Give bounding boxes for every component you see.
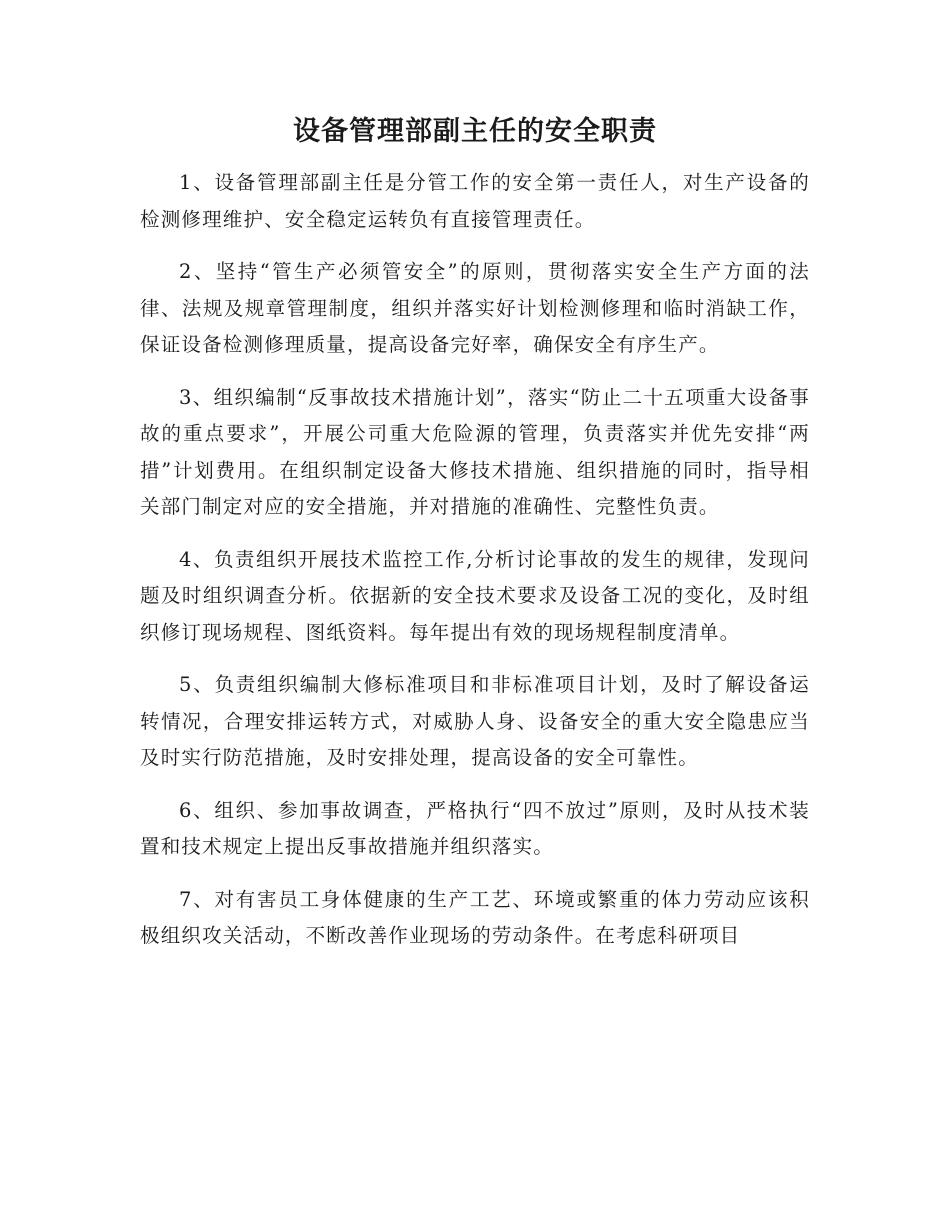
document-title: 设备管理部副主任的安全职责 bbox=[293, 116, 657, 147]
paragraph-5: 5、负责组织编制大修标准项目和非标准项目计划，及时了解设备运转情况，合理安排运转方式，对威胁人身、设备安全的重大安全隐患应当及时实行防范措施，及时安排处理，提高设备的安全可靠性。 bbox=[140, 673, 810, 769]
document-body bbox=[140, 165, 810, 971]
paragraph-1: 1、设备管理部副主任是分管工作的安全第一责任人，对生产设备的检测修理维护、安全稳定运转负有直接管理责任。 bbox=[140, 171, 810, 231]
paragraph-3: 3、组织编制“反事故技术措施计划”，落实“防止二十五项重大设备事故的重点要求”，开展公司重大危险源的管理，负责落实并优先安排“两措”计划费用。在组织制定设备大修技术措施、组织措施的同时，指导相关部门制定对应的安全措施，并对措施的准确性、完整性负责。 bbox=[140, 385, 810, 518]
paragraph-2: 2、坚持“管生产必须管安全”的原则，贯彻落实安全生产方面的法律、法规及规章管理制度，组织并落实好计划检测修理和临时消缺工作，保证设备检测修理质量，提高设备完好率，确保安全有序生产。 bbox=[140, 260, 810, 356]
paragraph-4: 4、负责组织开展技术监控工作,分析讨论事故的发生的规律，发现问题及时组织调查分析。依据新的安全技术要求及设备工况的变化，及时组织修订现场规程、图纸资料。每年提出有效的现场规程制度清单。 bbox=[140, 547, 810, 644]
paragraph-6: 6、组织、参加事故调查，严格执行“四不放过”原则，及时从技术装置和技术规定上提出反事故措施并组织落实。 bbox=[140, 798, 810, 858]
paragraph-7: 7、对有害员工身体健康的生产工艺、环境或繁重的体力劳动应该积极组织攻关活动，不断改善作业现场的劳动条件。在考虑科研项目 bbox=[140, 887, 810, 947]
